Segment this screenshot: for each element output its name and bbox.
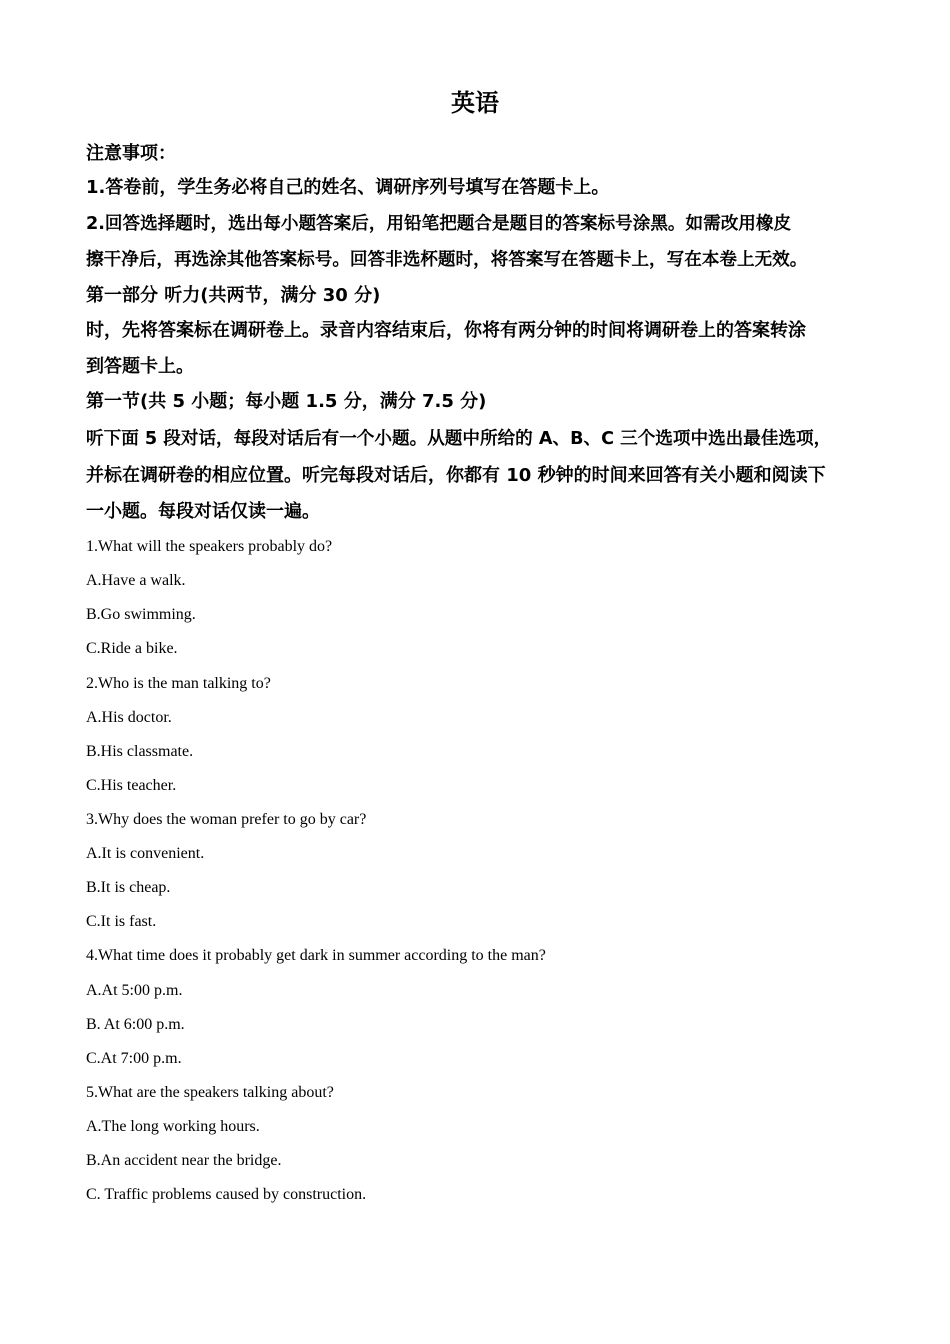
question-stem: 4.What time does it probably get dark in summer according to the man? [86,947,546,964]
part1-heading: 第一部分 听力(共两节，满分 30 分) [86,285,381,306]
question-option: B.Go swimming. [86,606,196,623]
notice-item-1: 1.答卷前，学生务必将自己的姓名、调研序列号填写在答题卡上。 [86,177,610,198]
section1-instruction-line-2: 并标在调研卷的相应位置。听完每段对话后，你都有 10 秒钟的时间来回答有关小题和阅读下 [86,465,826,486]
question-option: B.His classmate. [86,743,194,760]
page-title: 英语 [451,89,499,117]
question-option: C.Ride a bike. [86,640,178,657]
part1-instruction-line-1: 时，先将答案标在调研卷上。录音内容结束后，你将有两分钟的时间将调研卷上的答案转涂 [86,320,806,341]
question-option: C. Traffic problems caused by construction. [86,1186,367,1203]
question-option: A.It is convenient. [86,845,205,862]
notice-heading: 注意事项： [86,143,176,164]
question-option: A.Have a walk. [86,572,186,589]
notice-item-2-continued: 擦干净后，再选涂其他答案标号。回答非选杯题时，将答案写在答题卡上，写在本卷上无效。 [86,250,808,270]
question-stem: 5.What are the speakers talking about? [86,1084,334,1101]
question-option: C.At 7:00 p.m. [86,1050,182,1067]
notice-item-2: 2.回答选择题时，选出每小题答案后，用铅笔把题合是题目的答案标号涂黑。如需改用橡皮 [86,214,792,234]
question-stem: 3.Why does the woman prefer to go by car? [86,811,367,828]
section1-instruction-line-3: 一小题。每段对话仅读一遍。 [86,501,320,522]
section1-heading: 第一节(共 5 小题；每小题 1.5 分，满分 7.5 分) [86,391,487,412]
question-option: B. At 6:00 p.m. [86,1016,185,1033]
question-option: A.At 5:00 p.m. [86,982,183,999]
question-option: C.It is fast. [86,913,157,930]
question-option: A.His doctor. [86,709,172,726]
question-stem: 1.What will the speakers probably do? [86,538,333,555]
question-option: B.It is cheap. [86,879,171,896]
section1-instruction-line-1: 听下面 5 段对话，每段对话后有一个小题。从题中所给的 A、B、C 三个选项中选出最佳选项， [86,429,832,449]
question-option: A.The long working hours. [86,1118,260,1135]
question-option: B.An accident near the bridge. [86,1152,282,1169]
question-stem: 2.Who is the man talking to? [86,675,271,692]
question-option: C.His teacher. [86,777,177,794]
part1-instruction-line-2: 到答题卡上。 [86,356,194,377]
